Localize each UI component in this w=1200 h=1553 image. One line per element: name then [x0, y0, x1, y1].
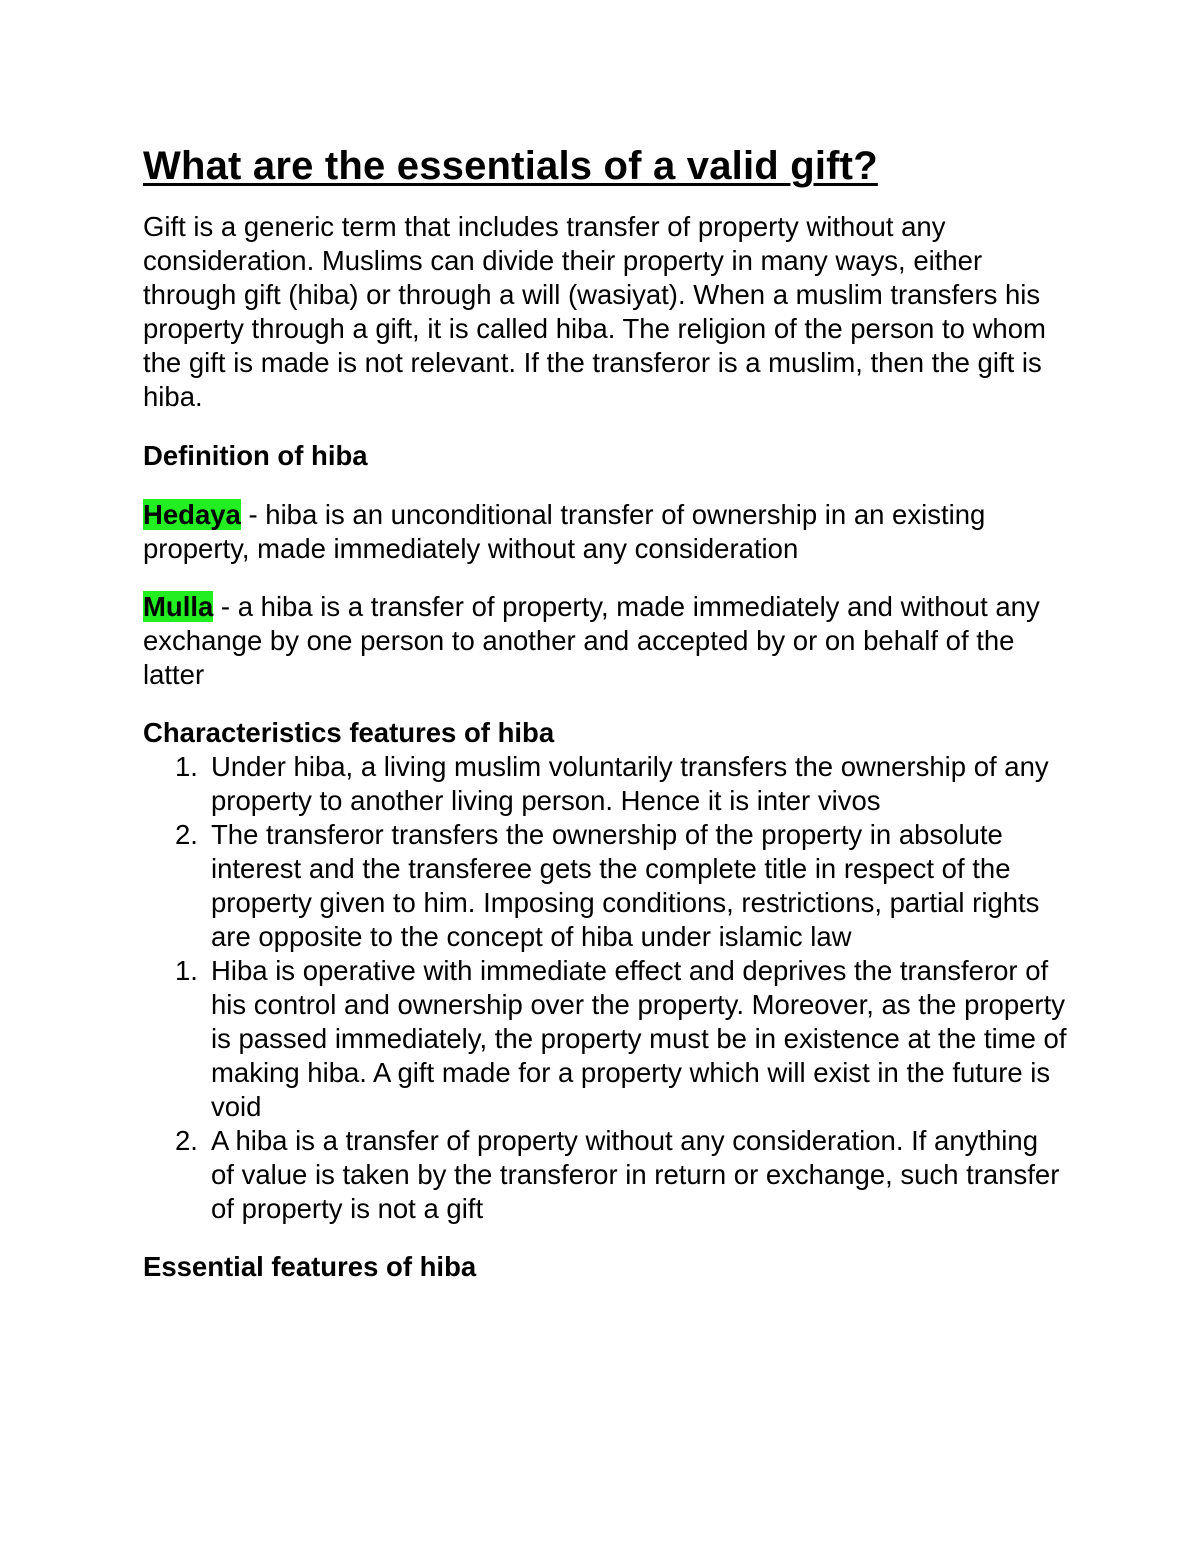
list-item-text: Hiba is operative with immediate effect and deprives the transferor of his control and ownership over the property. Moreover, as the property is passed immediately, the property must be in existence at the time of making hiba. A gift made for a property which will exist in the future is void [211, 955, 1067, 1122]
list-number: 2. [175, 1125, 198, 1156]
definition-hedaya [143, 498, 1068, 566]
list-number: 1. [175, 751, 198, 782]
highlighted-term: Hedaya [143, 499, 241, 530]
definition-heading: Definition of hiba [143, 440, 368, 471]
list-item [143, 1124, 1068, 1226]
definition-text: - a hiba is a transfer of property, made immediately and without any exchange by one person to another and accepted by or on behalf of the latter [143, 591, 1040, 690]
definition-text: - hiba is an unconditional transfer of ownership in an existing property, made immediately without any consideration [143, 499, 986, 564]
list-item-text: The transferor transfers the ownership of the property in absolute interest and the transferee gets the complete title in respect of the property given to him. Imposing conditions, restrictions, partial rights are opposite to the concept of hiba under islamic law [211, 819, 1040, 952]
list-item [143, 954, 1068, 1124]
list-item-text: Under hiba, a living muslim voluntarily transfers the ownership of any property to another living person. Hence it is inter vivos [211, 751, 1049, 816]
intro-paragraph: Gift is a generic term that includes transfer of property without any consideration. Muslims can divide their property in many ways, either through gift (hiba) or through a will (wasiyat). When a muslim transfers his property through a gift, it is called hiba. The religion of the person to whom the gift is made is not relevant. If the transferor is a muslim, then the gift is hiba. [143, 211, 1046, 412]
definition-mulla [143, 590, 1068, 692]
highlighted-term: Mulla [143, 591, 214, 622]
characteristics-heading: Characteristics features of hiba [143, 717, 555, 748]
list-item-text: A hiba is a transfer of property without any consideration. If anything of value is taken by the transferor in return or exchange, such transfer of property is not a gift [211, 1125, 1060, 1224]
list-item [143, 818, 1068, 954]
page-title: What are the essentials of a valid gift? [143, 144, 878, 188]
list-item [143, 750, 1068, 818]
essential-heading: Essential features of hiba [143, 1251, 477, 1282]
list-number: 2. [175, 819, 198, 850]
characteristics-list [143, 750, 1068, 1226]
document-page [143, 140, 1068, 1309]
list-number: 1. [175, 955, 198, 986]
